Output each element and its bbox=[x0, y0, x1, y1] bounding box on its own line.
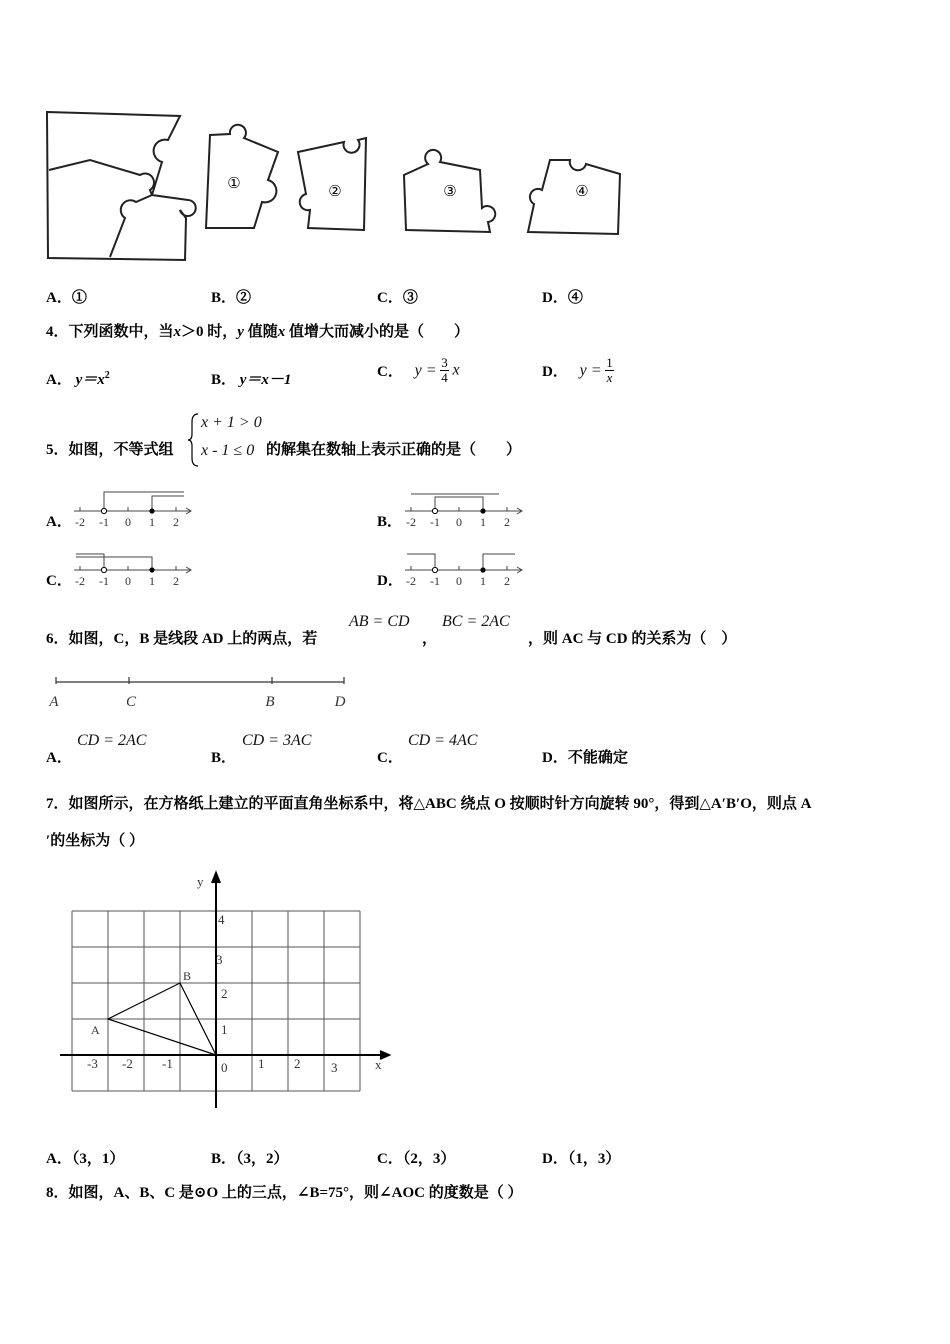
q7-option-b[interactable]: B．（3，2） bbox=[211, 1151, 289, 1167]
q5-numberline-b bbox=[403, 488, 527, 530]
tick-label: 2 bbox=[173, 515, 179, 529]
point-label-d: D bbox=[334, 694, 346, 710]
x-tick-label: 0 bbox=[221, 1060, 228, 1075]
q7-option-c[interactable]: C．（2，3） bbox=[377, 1151, 456, 1167]
q7-stem-line2: ′的坐标为（ ） bbox=[46, 833, 144, 849]
y-axis-label: y bbox=[197, 874, 204, 889]
piece-1 bbox=[206, 125, 278, 228]
x-tick-label: -2 bbox=[122, 1056, 133, 1071]
q7-coordinate-grid bbox=[55, 868, 400, 1113]
q3-option-b[interactable]: B．② bbox=[211, 290, 252, 306]
q6-stem-a: 6．如图，C，B 是线段 AD 上的两点，若 bbox=[46, 631, 318, 647]
q6-option-c-text[interactable]: CD = 4AC bbox=[408, 732, 478, 749]
piece-label-1: ① bbox=[227, 176, 241, 192]
q6-segment-figure bbox=[44, 670, 354, 712]
tick-label: 0 bbox=[456, 574, 462, 588]
q3-option-d[interactable]: D．④ bbox=[542, 290, 583, 306]
piece-label-3: ③ bbox=[443, 184, 457, 200]
tick-label: 0 bbox=[125, 515, 131, 529]
tick-label: -2 bbox=[406, 515, 416, 529]
point-label-a: A bbox=[91, 1023, 100, 1037]
q5-ineq-2: x - 1 ≤ 0 bbox=[201, 442, 255, 459]
tick-label: 2 bbox=[173, 574, 179, 588]
point-label-b: B bbox=[265, 694, 275, 710]
tick-label: 0 bbox=[125, 574, 131, 588]
tick-label: 1 bbox=[149, 515, 155, 529]
q3-option-c[interactable]: C．③ bbox=[377, 290, 418, 306]
q3-option-a[interactable]: A．① bbox=[46, 290, 87, 306]
point-label-c: C bbox=[125, 694, 137, 710]
tick-label: -1 bbox=[430, 574, 440, 588]
piece-label-2: ② bbox=[328, 184, 342, 200]
tick-label: 1 bbox=[480, 515, 486, 529]
q5-numberline-a bbox=[72, 488, 196, 530]
q4-option-d[interactable]: D． y = $\frac{1}{x}$ bbox=[542, 355, 613, 385]
q5-numberline-d bbox=[403, 547, 527, 589]
q6-option-a-label[interactable]: A． bbox=[46, 750, 72, 766]
jigsaw-figure bbox=[40, 100, 630, 270]
q6-option-a-text[interactable]: CD = 2AC bbox=[77, 732, 147, 749]
tick-label: -1 bbox=[99, 515, 109, 529]
q6-option-c-label[interactable]: C． bbox=[377, 750, 403, 766]
q5-stem-a: 5．如图，不等式组 bbox=[46, 442, 174, 458]
q6-stem-b: ，则 AC 与 CD 的关系为（ ） bbox=[528, 631, 737, 647]
q6-option-b-text[interactable]: CD = 3AC bbox=[242, 732, 312, 749]
piece-label-4: ④ bbox=[575, 184, 589, 200]
tick-label: -1 bbox=[430, 515, 440, 529]
system-brace bbox=[188, 412, 200, 468]
y-tick-label: 4 bbox=[218, 912, 225, 927]
tick-label: -2 bbox=[406, 574, 416, 588]
tick-label: 1 bbox=[480, 574, 486, 588]
point-label-a: A bbox=[49, 694, 59, 710]
x-tick-label: 1 bbox=[258, 1056, 265, 1071]
q8-stem: 8．如图，A、B、C 是⊙O 上的三点，∠B=75°，则∠AOC 的度数是（ ） bbox=[46, 1185, 523, 1201]
piece-4 bbox=[528, 160, 620, 234]
y-tick-label: 3 bbox=[216, 952, 223, 967]
q4-option-a[interactable]: A． $y=x^2$ bbox=[46, 370, 110, 388]
q6-comma: ， bbox=[422, 631, 438, 647]
q5-option-d-label[interactable]: D． bbox=[377, 573, 403, 589]
q5-option-b-label[interactable]: B． bbox=[377, 514, 403, 530]
tick-label: 2 bbox=[504, 515, 510, 529]
q7-option-d[interactable]: D．（1，3） bbox=[542, 1151, 621, 1167]
x-tick-label: -1 bbox=[162, 1056, 173, 1071]
q4-option-b[interactable]: B． y＝x－1 bbox=[211, 372, 292, 388]
q5-option-c-label[interactable]: C． bbox=[46, 573, 72, 589]
q4-option-c[interactable]: C． y = $\frac{3}{4}$ x bbox=[377, 355, 460, 385]
tick-label: 0 bbox=[456, 515, 462, 529]
y-tick-label: 1 bbox=[221, 1022, 228, 1037]
q7-option-a[interactable]: A．（3，1） bbox=[46, 1151, 125, 1167]
q5-ineq-1: x + 1 > 0 bbox=[201, 414, 262, 431]
x-tick-label: 2 bbox=[294, 1056, 301, 1071]
tick-label: -2 bbox=[75, 515, 85, 529]
x-tick-label: -3 bbox=[87, 1056, 98, 1071]
y-tick-label: 2 bbox=[221, 986, 228, 1001]
q6-option-b-label[interactable]: B． bbox=[211, 750, 237, 766]
q4-stem: 4．下列函数中，当x＞0 时，y 值随x 值增大而减小的是（ ） bbox=[46, 324, 469, 340]
tick-label: -2 bbox=[75, 574, 85, 588]
q6-eq-2: BC = 2AC bbox=[442, 613, 510, 630]
q6-option-d[interactable]: D．不能确定 bbox=[542, 750, 628, 766]
q5-option-a-label[interactable]: A． bbox=[46, 514, 72, 530]
q5-stem-b: 的解集在数轴上表示正确的是（ ） bbox=[266, 442, 522, 458]
tick-label: 1 bbox=[149, 574, 155, 588]
q6-eq-1: AB = CD bbox=[349, 613, 410, 630]
tick-label: 2 bbox=[504, 574, 510, 588]
q5-numberline-c bbox=[72, 547, 196, 589]
point-label-b: B bbox=[183, 969, 192, 983]
q7-stem-line1: 7．如图所示，在方格纸上建立的平面直角坐标系中，将△ABC 绕点 O 按顺时针方向旋转 90°，得到△A′B′O，则点 A bbox=[46, 796, 812, 812]
tick-label: -1 bbox=[99, 574, 109, 588]
x-axis-label: x bbox=[375, 1057, 382, 1072]
x-tick-label: 3 bbox=[331, 1060, 338, 1075]
